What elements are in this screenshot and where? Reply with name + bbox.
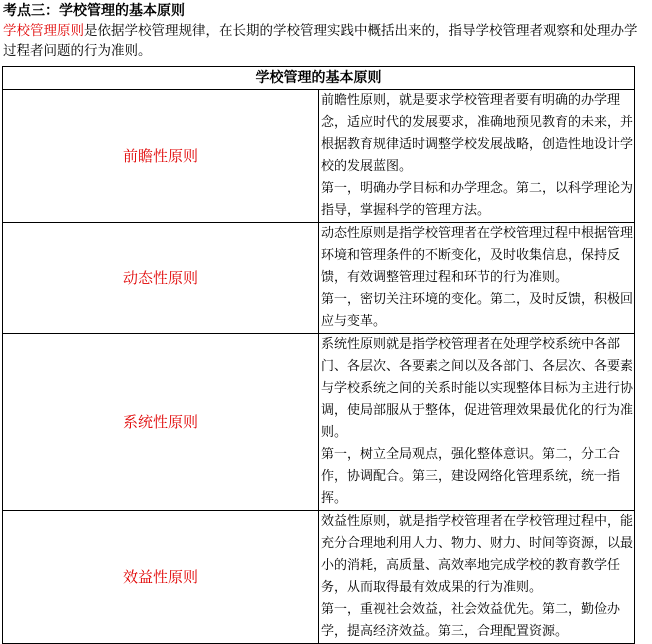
principle-description-cell <box>319 511 635 644</box>
intro-text: 是依据学校管理规律，在长期的学校管理实践中概括出来的，指导学校管理者观察和处理办学过程者问题的行为准则。 <box>3 23 638 59</box>
principle-description-cell <box>319 223 635 334</box>
principle-requirements: 第一，明确办学目标和办学理念。第二，以科学理论为指导，掌握科学的管理方法。 <box>321 181 634 218</box>
table-header-row <box>3 67 635 90</box>
principle-definition: 系统性原则就是指学校管理者在处理学校系统中各部门、各层次、各要素之间以及各部门、各层次、各要素与学校系统之间的关系时能以实现整体目标为主进行协调，使局部服从于整体，促进管理效果最优化的行为准则。 <box>321 337 634 440</box>
table-row <box>3 334 635 511</box>
principle-name: 系统性原则 <box>122 413 198 431</box>
table-row <box>3 223 635 334</box>
principle-name-cell <box>3 334 319 511</box>
principle-definition: 动态性原则是指学校管理者在学校管理过程中根据管理环境和管理条件的不断变化，及时收集信息，保持反馈，有效调整管理过程和环节的行为准则。 <box>321 226 634 285</box>
principle-name: 前瞻性原则 <box>122 147 198 165</box>
principle-definition: 前瞻性原则，就是要求学校管理者要有明确的办学理念，适应时代的发展要求，准确地预见教育的未来，并根据教育规律适时调整学校发展战略，创造性地设计学校的发展蓝图。 <box>321 93 634 174</box>
table-title: 学校管理的基本原则 <box>3 67 635 90</box>
principle-description-cell <box>319 90 635 223</box>
principle-name: 动态性原则 <box>122 269 198 287</box>
principles-table <box>2 66 635 644</box>
principle-requirements: 第一，密切关注环境的变化。第二，及时反馈，积极回应与变革。 <box>321 292 634 329</box>
table-row <box>3 511 635 644</box>
intro-term: 学校管理原则 <box>3 23 84 39</box>
intro-paragraph <box>3 21 647 61</box>
principle-name-cell <box>3 90 319 223</box>
principle-name: 效益性原则 <box>122 568 198 586</box>
principle-requirements: 第一，重视社会效益，社会效益优先。第二，勤俭办学，提高经济效益。第三，合理配置资源。 <box>321 602 621 639</box>
table-row <box>3 90 635 223</box>
principle-requirements: 第一，树立全局观点，强化整体意识。第二，分工合作，协调配合。第三，建设网络化管理系统，统一指挥。 <box>321 447 621 506</box>
principle-name-cell <box>3 511 319 644</box>
principle-definition: 效益性原则，就是指学校管理者在学校管理过程中，能充分合理地利用人力、物力、财力、时间等资源，以最小的消耗，高质量、高效率地完成学校的教育教学任务，从而取得最有效成果的行为准则。 <box>321 514 634 595</box>
principle-name-cell <box>3 223 319 334</box>
principle-description-cell <box>319 334 635 511</box>
section-heading: 考点三：学校管理的基本原则 <box>3 3 185 19</box>
